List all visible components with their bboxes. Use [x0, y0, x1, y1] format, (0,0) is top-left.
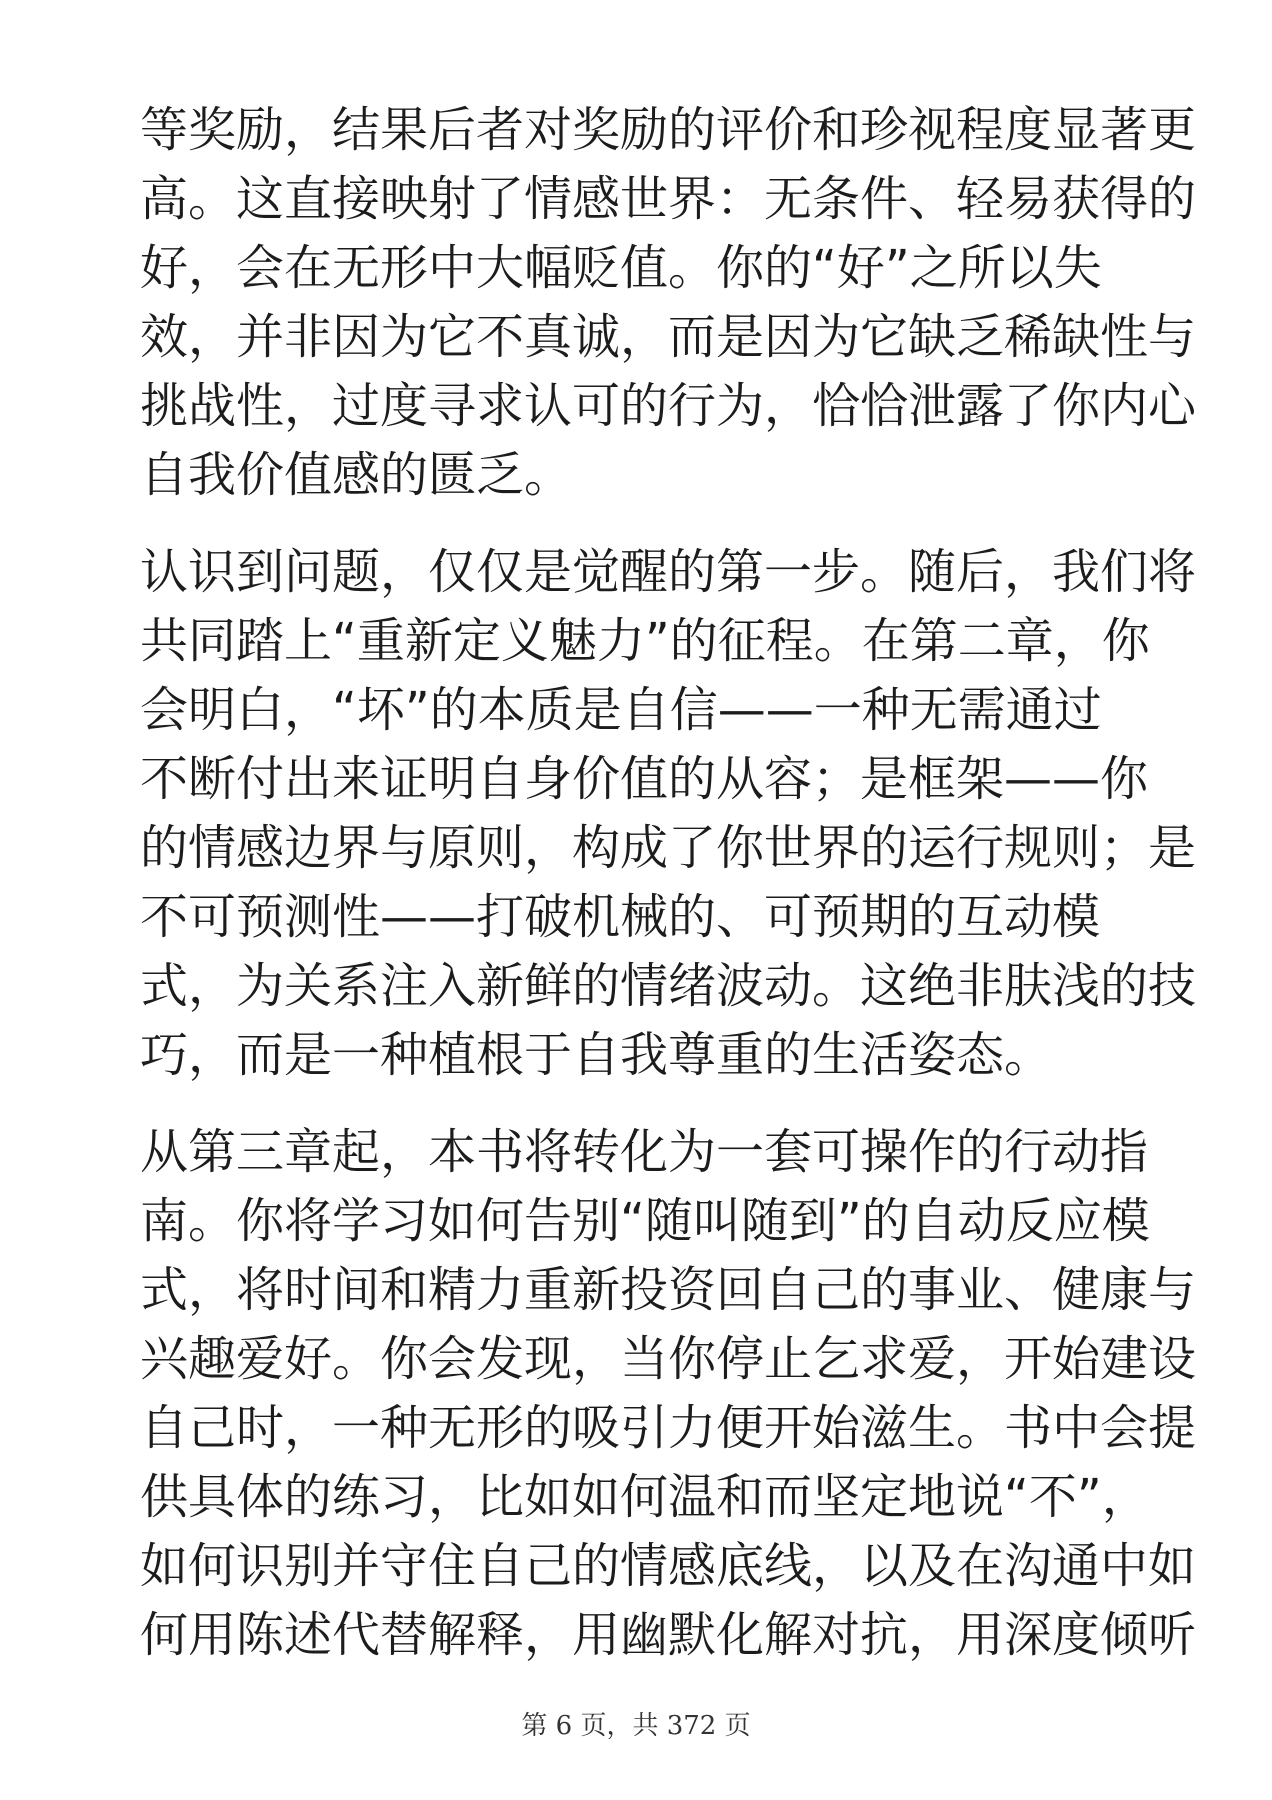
- text-line: 好，会在无形中大幅贬值。你的“好”之所以失: [140, 240, 1102, 296]
- text-line: 高。这直接映射了情感世界：无条件、轻易获得的: [140, 171, 1197, 227]
- text-line: 自我价值感的匮乏。: [140, 447, 573, 503]
- text-line: 认识到问题，仅仅是觉醒的第一步。随后，我们将: [140, 544, 1197, 600]
- text-line: 共同踏上“重新定义魅力”的征程。在第二章，你: [140, 613, 1150, 669]
- text-line: 式，将时间和精力重新投资回自己的事业、健康与: [140, 1262, 1197, 1318]
- text-line: 从第三章起，本书将转化为一套可操作的行动指: [140, 1124, 1149, 1180]
- text-line: 巧，而是一种植根于自我尊重的生活姿态。: [140, 1027, 1053, 1083]
- text-line: 南。你将学习如何告别“随叫随到”的自动反应模: [140, 1193, 1150, 1249]
- body-text: [140, 96, 1197, 1698]
- paragraph-1: [140, 96, 1197, 510]
- text-line: 何用陈述代替解释，用幽默化解对抗，用深度倾听: [140, 1607, 1197, 1663]
- text-line: 效，并非因为它不真诚，而是因为它缺乏稀缺性与: [140, 309, 1197, 365]
- text-line: 的情感边界与原则，构成了你世界的运行规则；是: [140, 820, 1197, 876]
- text-line: 不断付出来证明自身价值的从容；是框架——你: [140, 751, 1149, 807]
- text-line: 如何识别并守住自己的情感底线，以及在沟通中如: [140, 1538, 1197, 1594]
- text-line: 挑战性，过度寻求认可的行为，恰恰泄露了你内心: [140, 378, 1197, 434]
- text-line: 等奖励，结果后者对奖励的评价和珍视程度显著更: [140, 102, 1197, 158]
- text-line: 不可预测性——打破机械的、可预期的互动模: [140, 889, 1101, 945]
- text-line: 供具体的练习，比如如何温和而坚定地说“不”，: [140, 1469, 1150, 1525]
- text-line: 会明白，“坏”的本质是自信——一种无需通过: [140, 682, 1102, 738]
- text-line: 式，为关系注入新鲜的情绪波动。这绝非肤浅的技: [140, 958, 1197, 1014]
- paragraph-2: [140, 538, 1197, 1090]
- paragraph-3: [140, 1118, 1197, 1670]
- text-line: 自己时，一种无形的吸引力便开始滋生。书中会提: [140, 1400, 1197, 1456]
- page-number-footer: 第 6 页，共 372 页: [521, 1711, 751, 1741]
- text-line: 兴趣爱好。你会发现，当你停止乞求爱，开始建设: [140, 1331, 1197, 1387]
